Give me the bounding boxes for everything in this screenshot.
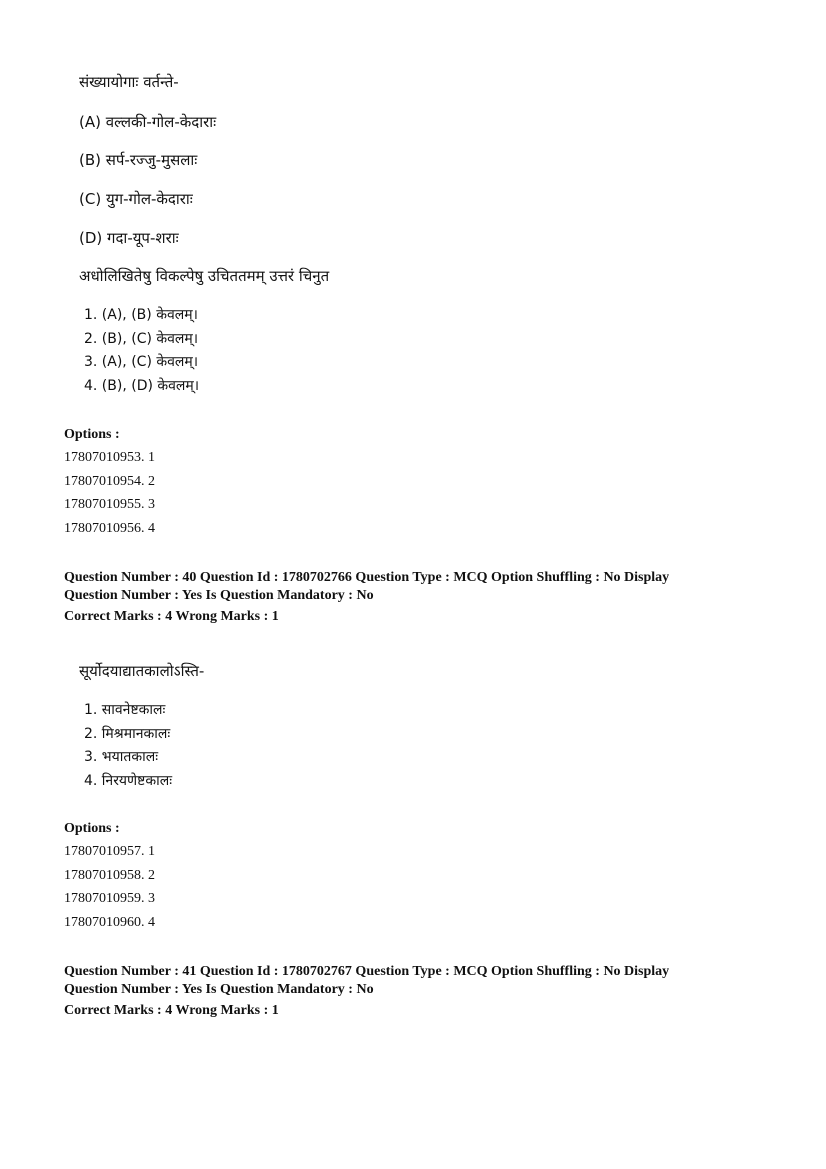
question-41-marks: Correct Marks : 4 Wrong Marks : 1	[64, 1003, 279, 1018]
options-heading: Options :	[64, 821, 120, 836]
option-id-row: 17807010955. 3	[64, 497, 155, 512]
choice-4: 4. (B), (D) केवलम्।	[84, 377, 200, 394]
statement-c: (C) युग-गोल-केदाराः	[79, 190, 193, 208]
option-id-row: 17807010960. 4	[64, 914, 155, 930]
question-40-stem: सूर्योदयाद्यातकालोऽस्ति-	[79, 662, 205, 680]
question-39-choices	[84, 304, 199, 398]
option-id-row: 17807010957. 1	[64, 844, 155, 859]
options-list	[64, 840, 155, 934]
choice-1: 1. (A), (B) केवलम्।	[84, 307, 198, 323]
question-41-meta-line-2: Question Number : Yes Is Question Mandatory : No	[64, 982, 374, 997]
question-40-marks: Correct Marks : 4 Wrong Marks : 1	[64, 609, 279, 624]
statement-a: (A) वल्लकी-गोल-केदाराः	[79, 113, 217, 131]
question-41-meta-line-1: Question Number : 41 Question Id : 1780702767 Question Type : MCQ Option Shuffling : No Display	[64, 964, 670, 979]
question-40-meta	[64, 569, 669, 626]
option-id-row: 17807010953. 1	[64, 450, 155, 465]
option-id-row: 17807010956. 4	[64, 520, 155, 536]
choice-2: 2. (B), (C) केवलम्।	[84, 330, 199, 347]
question-40-choices	[84, 699, 172, 793]
option-id-row: 17807010959. 3	[64, 891, 155, 906]
choice-2: 2. मिश्रमानकालः	[84, 725, 171, 742]
statement-d: (D) गदा-यूप-शराः	[79, 229, 179, 247]
statement-b: (B) सर्प-रज्जु-मुसलाः	[79, 151, 198, 169]
choice-3: 3. भयातकालः	[84, 749, 159, 765]
choice-4: 4. निरयणेष्टकालः	[84, 772, 173, 789]
choice-1: 1. सावनेष्टकालः	[84, 702, 166, 718]
choice-3: 3. (A), (C) केवलम्।	[84, 354, 199, 370]
question-39-instruction: अधोलिखितेषु विकल्पेषु उचिततमम् उत्तरं चिनुत	[79, 267, 330, 285]
options-list	[64, 446, 155, 540]
question-40-meta-line-1: Question Number : 40 Question Id : 1780702766 Question Type : MCQ Option Shuffling : No Display	[64, 570, 670, 585]
question-39-stem: संख्यायोगाः वर्तन्ते-	[79, 73, 179, 91]
options-heading: Options :	[64, 427, 120, 442]
option-id-row: 17807010954. 2	[64, 473, 155, 489]
question-41-meta	[64, 963, 669, 1020]
question-40-meta-line-2: Question Number : Yes Is Question Mandatory : No	[64, 588, 374, 603]
option-id-row: 17807010958. 2	[64, 867, 155, 883]
